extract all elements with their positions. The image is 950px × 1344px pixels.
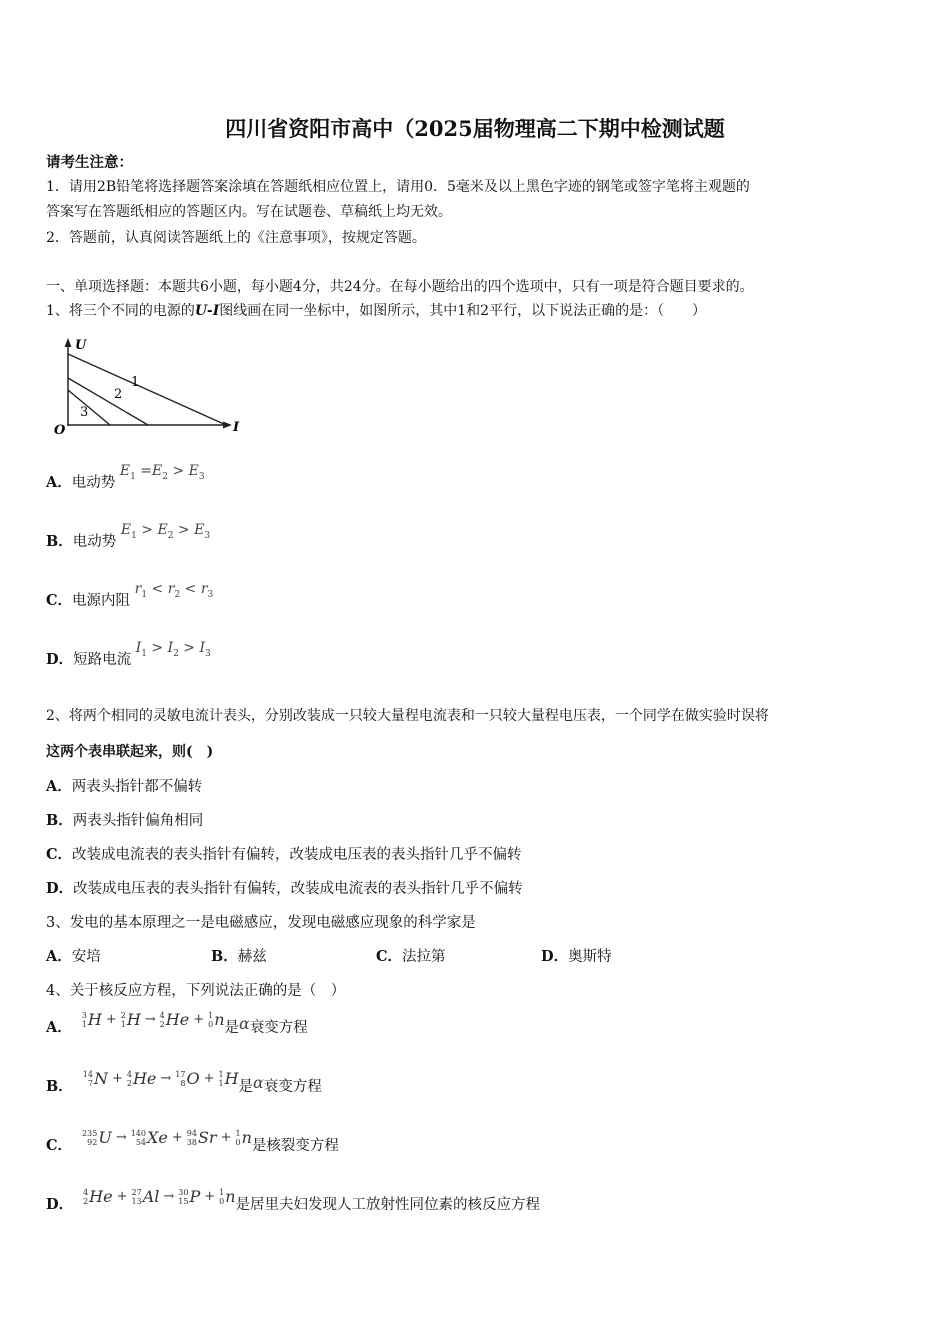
option-letter: B． <box>46 1078 73 1095</box>
math-sub: 2 <box>167 530 174 541</box>
atomic-number: 2 <box>159 1020 165 1029</box>
option-text: 法拉第 <box>402 949 446 965</box>
q3-options <box>46 947 706 967</box>
isotope-numbers <box>178 1188 188 1206</box>
nuclear-equation <box>82 1010 225 1030</box>
nuclide-symbol: He <box>165 1010 190 1029</box>
option-text: 衰变方程 <box>249 1020 308 1036</box>
option-text: 是 <box>224 1020 239 1036</box>
plus-sign: + <box>105 1012 117 1027</box>
isotope-numbers <box>82 1011 87 1029</box>
graph-label-line-2: 2 <box>114 387 123 402</box>
isotope-numbers <box>132 1188 142 1206</box>
q3-option-b[interactable] <box>211 947 376 967</box>
option-letter: A． <box>46 474 72 491</box>
isotope-numbers <box>121 1011 126 1029</box>
q4-option-d[interactable] <box>46 1187 541 1215</box>
q1-stem-part-a: 1、将三个不同的电源的 <box>46 303 195 319</box>
mass-number: 17 <box>175 1070 186 1079</box>
option-text: 电动势 <box>72 534 117 550</box>
isotope-numbers <box>208 1011 213 1029</box>
option-text: 改装成电流表的表头指针有偏转，改装成电压表的表头指针几乎不偏转 <box>72 847 522 863</box>
page-title: 四川省资阳市高中（2025届物理高二下期中检测试题 <box>225 116 725 141</box>
math-symbol: E <box>157 522 168 538</box>
mass-number: 1 <box>218 1070 224 1079</box>
option-letter: D． <box>46 651 74 668</box>
math-sub: 1 <box>141 648 147 659</box>
q1-stem <box>46 301 706 321</box>
math-relation: > <box>146 640 168 656</box>
math-relation: = <box>135 463 153 479</box>
mass-number: 1 <box>235 1129 241 1138</box>
mass-number: 140 <box>130 1129 146 1138</box>
mass-number: 30 <box>178 1188 189 1197</box>
q1-ui-graph <box>50 336 250 440</box>
alpha-symbol: α <box>239 1014 250 1033</box>
notice-line-1a: 1．请用2B铅笔将选择题答案涂填在答题纸相应位置上，请用0．5毫米及以上黑色字迹的钢笔或签字笔将主观题的 <box>46 179 750 195</box>
graph-label-u: U <box>75 338 87 353</box>
isotope-numbers <box>131 1129 146 1147</box>
option-text: 改装成电压表的表头指针有偏转，改装成电流表的表头指针几乎不偏转 <box>73 881 523 897</box>
mass-number: 1 <box>219 1188 225 1197</box>
option-text: 两表头指针偏角相同 <box>72 813 204 829</box>
option-text: 电源内阻 <box>72 593 131 609</box>
nuclide-symbol: U <box>98 1128 112 1147</box>
isotope-numbers <box>219 1070 224 1088</box>
q2-stem-line-1: 2、将两个相同的灵敏电流计表头，分别改装成一只较大量程电流表和一只较大量程电压表，一个同学在做实验时误将 <box>46 708 769 724</box>
isotope-numbers <box>175 1070 185 1088</box>
option-letter: D． <box>541 948 569 965</box>
isotope-numbers <box>160 1011 165 1029</box>
option-letter: B． <box>46 812 73 829</box>
section-heading: 一、单项选择题：本题共6小题，每小题4分，共24分。在每小题给出的四个选项中，只有一项是符合题目要求的。 <box>46 279 754 295</box>
math-relation: > <box>178 640 200 656</box>
q3-stem: 3、发电的基本原理之一是电磁感应，发现电磁感应现象的科学家是 <box>46 915 476 931</box>
math-relation: > <box>173 522 195 538</box>
nuclear-equation <box>83 1069 239 1089</box>
nuclide-symbol: n <box>241 1128 252 1147</box>
option-text: 两表头指针都不偏转 <box>71 779 203 795</box>
atomic-number: 1 <box>81 1020 87 1029</box>
notice-line-1b: 答案写在答题纸相应的答题区内。写在试题卷、草稿纸上均无效。 <box>46 204 452 220</box>
plus-sign: + <box>203 1071 215 1086</box>
isotope-numbers <box>187 1129 197 1147</box>
mass-number: 235 <box>82 1129 98 1138</box>
mass-number: 3 <box>81 1011 87 1020</box>
nuclide-symbol: Xe <box>147 1128 168 1147</box>
q2-option-b[interactable] <box>46 811 203 831</box>
graph-label-i: I <box>233 420 240 435</box>
nuclide-symbol: Al <box>142 1187 160 1206</box>
plus-sign: + <box>193 1012 205 1027</box>
mass-number: 4 <box>159 1011 165 1020</box>
option-letter: A． <box>46 1019 72 1036</box>
math-symbol: E <box>194 522 205 538</box>
q4-option-a[interactable] <box>46 1010 308 1038</box>
option-letter: B． <box>211 948 238 965</box>
arrow-icon: → <box>115 1130 127 1145</box>
mass-number: 2 <box>120 1011 126 1020</box>
graph-y-arrow <box>65 338 72 347</box>
atomic-number: 38 <box>186 1138 197 1147</box>
mass-number: 27 <box>131 1188 142 1197</box>
option-text: 是核裂变方程 <box>251 1138 339 1154</box>
isotope-numbers <box>235 1129 240 1147</box>
q2-option-d[interactable] <box>46 879 523 899</box>
option-letter: D． <box>46 1196 74 1213</box>
option-letter: C． <box>46 1137 73 1154</box>
nuclear-equation <box>83 1187 235 1207</box>
graph-line-1 <box>68 354 226 425</box>
math-sub: 3 <box>204 530 211 541</box>
option-letter: C． <box>376 948 403 965</box>
atomic-number: 15 <box>178 1197 189 1206</box>
q1-stem-ui: U-I <box>194 303 220 319</box>
arrow-icon: → <box>163 1189 175 1204</box>
math-sub: 2 <box>162 471 168 482</box>
q2-option-c[interactable] <box>46 845 522 865</box>
plus-sign: + <box>204 1189 216 1204</box>
option-letter: A． <box>46 948 72 965</box>
nuclide-symbol: N <box>93 1069 108 1088</box>
graph-line-3 <box>68 390 110 425</box>
q1-stem-part-b: 图线画在同一坐标中，如图所示，其中1和2平行，以下说法正确的是：（ ） <box>219 303 707 319</box>
math-sub: 1 <box>130 471 136 482</box>
q1-option-b[interactable] <box>46 522 211 558</box>
option-text: 是 <box>238 1079 254 1095</box>
option-math <box>119 463 205 482</box>
isotope-numbers <box>82 1129 97 1147</box>
arrow-icon: → <box>160 1071 172 1086</box>
math-symbol: E <box>188 463 199 479</box>
q3-option-a[interactable] <box>46 947 211 967</box>
math-sub: 1 <box>131 530 137 541</box>
q4-option-c[interactable] <box>46 1128 339 1156</box>
option-text: 赫兹 <box>237 949 267 965</box>
math-sub: 2 <box>174 589 181 600</box>
graph-label-origin: O <box>54 423 66 438</box>
math-relation: > <box>136 522 158 538</box>
mass-number: 4 <box>83 1188 89 1197</box>
mass-number: 1 <box>208 1011 214 1020</box>
option-math <box>135 640 211 659</box>
math-symbol: I <box>167 640 174 656</box>
atomic-number: 7 <box>87 1079 93 1088</box>
math-symbol: r <box>200 581 208 597</box>
math-relation: < <box>180 581 201 597</box>
mass-number: 14 <box>82 1070 93 1079</box>
mass-number: 94 <box>186 1129 197 1138</box>
nuclide-symbol: H <box>87 1010 102 1029</box>
atomic-number: 0 <box>208 1020 214 1029</box>
option-math <box>134 581 214 600</box>
arrow-icon: → <box>144 1012 156 1027</box>
q1-option-a[interactable] <box>46 463 205 499</box>
option-letter: C． <box>46 592 73 609</box>
math-symbol: E <box>152 463 163 479</box>
notice-line-2: 2．答题前，认真阅读答题纸上的《注意事项》，按规定答题。 <box>46 230 426 246</box>
atomic-number: 13 <box>131 1197 142 1206</box>
option-text: 短路电流 <box>73 652 132 668</box>
nuclide-symbol: n <box>225 1187 236 1206</box>
nuclide-symbol: He <box>89 1187 113 1206</box>
alpha-symbol: α <box>253 1073 264 1092</box>
math-symbol: I <box>135 640 142 656</box>
math-sub: 3 <box>207 589 214 600</box>
atomic-number: 0 <box>219 1197 225 1206</box>
q3-option-c[interactable] <box>376 947 541 967</box>
isotope-numbers <box>83 1070 93 1088</box>
atomic-number: 0 <box>235 1138 241 1147</box>
math-relation: < <box>147 581 168 597</box>
nuclide-symbol: H <box>126 1010 141 1029</box>
option-letter: D． <box>46 880 74 897</box>
nuclide-symbol: O <box>186 1069 200 1088</box>
q2-stem-line-2: 这两个表串联起来，则( ) <box>46 744 214 760</box>
option-text: 衰变方程 <box>263 1079 322 1095</box>
option-math <box>120 522 211 541</box>
nuclide-symbol: H <box>224 1069 239 1088</box>
option-text: 奥斯特 <box>568 949 612 965</box>
graph-label-line-1: 1 <box>131 375 140 390</box>
atomic-number: 8 <box>180 1079 186 1088</box>
option-letter: C． <box>46 846 73 863</box>
nuclide-symbol: Sr <box>197 1128 217 1147</box>
math-symbol: E <box>119 463 131 479</box>
nuclide-symbol: P <box>189 1187 201 1206</box>
option-letter: A． <box>46 778 72 795</box>
notice-heading: 请考生注意： <box>46 154 133 171</box>
nuclide-symbol: He <box>132 1069 157 1088</box>
nuclide-symbol: n <box>214 1010 225 1029</box>
q1-option-d[interactable] <box>46 640 211 676</box>
plus-sign: + <box>220 1130 232 1145</box>
isotope-numbers <box>127 1070 132 1088</box>
plus-sign: + <box>171 1130 183 1145</box>
option-text: 安培 <box>71 949 101 965</box>
nuclear-equation <box>82 1128 252 1148</box>
math-symbol: I <box>199 640 206 656</box>
option-text: 是居里夫妇发现人工放射性同位素的核反应方程 <box>235 1197 541 1213</box>
math-sub: 2 <box>173 648 179 659</box>
mass-number: 4 <box>126 1070 132 1079</box>
graph-label-line-3: 3 <box>80 405 89 420</box>
atomic-number: 1 <box>218 1079 224 1088</box>
atomic-number: 1 <box>120 1020 126 1029</box>
atomic-number: 2 <box>83 1197 89 1206</box>
atomic-number: 92 <box>87 1138 98 1147</box>
plus-sign: + <box>116 1189 128 1204</box>
q2-option-a[interactable] <box>46 777 202 797</box>
math-symbol: r <box>134 581 142 597</box>
isotope-numbers <box>83 1188 88 1206</box>
q1-option-c[interactable] <box>46 581 214 617</box>
math-relation: > <box>168 463 189 479</box>
q4-option-b[interactable] <box>46 1069 322 1097</box>
plus-sign: + <box>111 1071 123 1086</box>
q4-stem: 4、关于核反应方程，下列说法正确的是（ ） <box>46 983 346 999</box>
atomic-number: 2 <box>126 1079 132 1088</box>
q3-option-d[interactable] <box>541 947 706 967</box>
isotope-numbers <box>219 1188 224 1206</box>
math-sub: 1 <box>141 589 148 600</box>
option-text: 电动势 <box>71 475 116 491</box>
option-letter: B． <box>46 533 73 550</box>
math-symbol: r <box>167 581 175 597</box>
atomic-number: 54 <box>135 1138 146 1147</box>
math-symbol: E <box>120 522 132 538</box>
math-sub: 3 <box>198 471 205 482</box>
math-sub: 3 <box>205 648 211 659</box>
